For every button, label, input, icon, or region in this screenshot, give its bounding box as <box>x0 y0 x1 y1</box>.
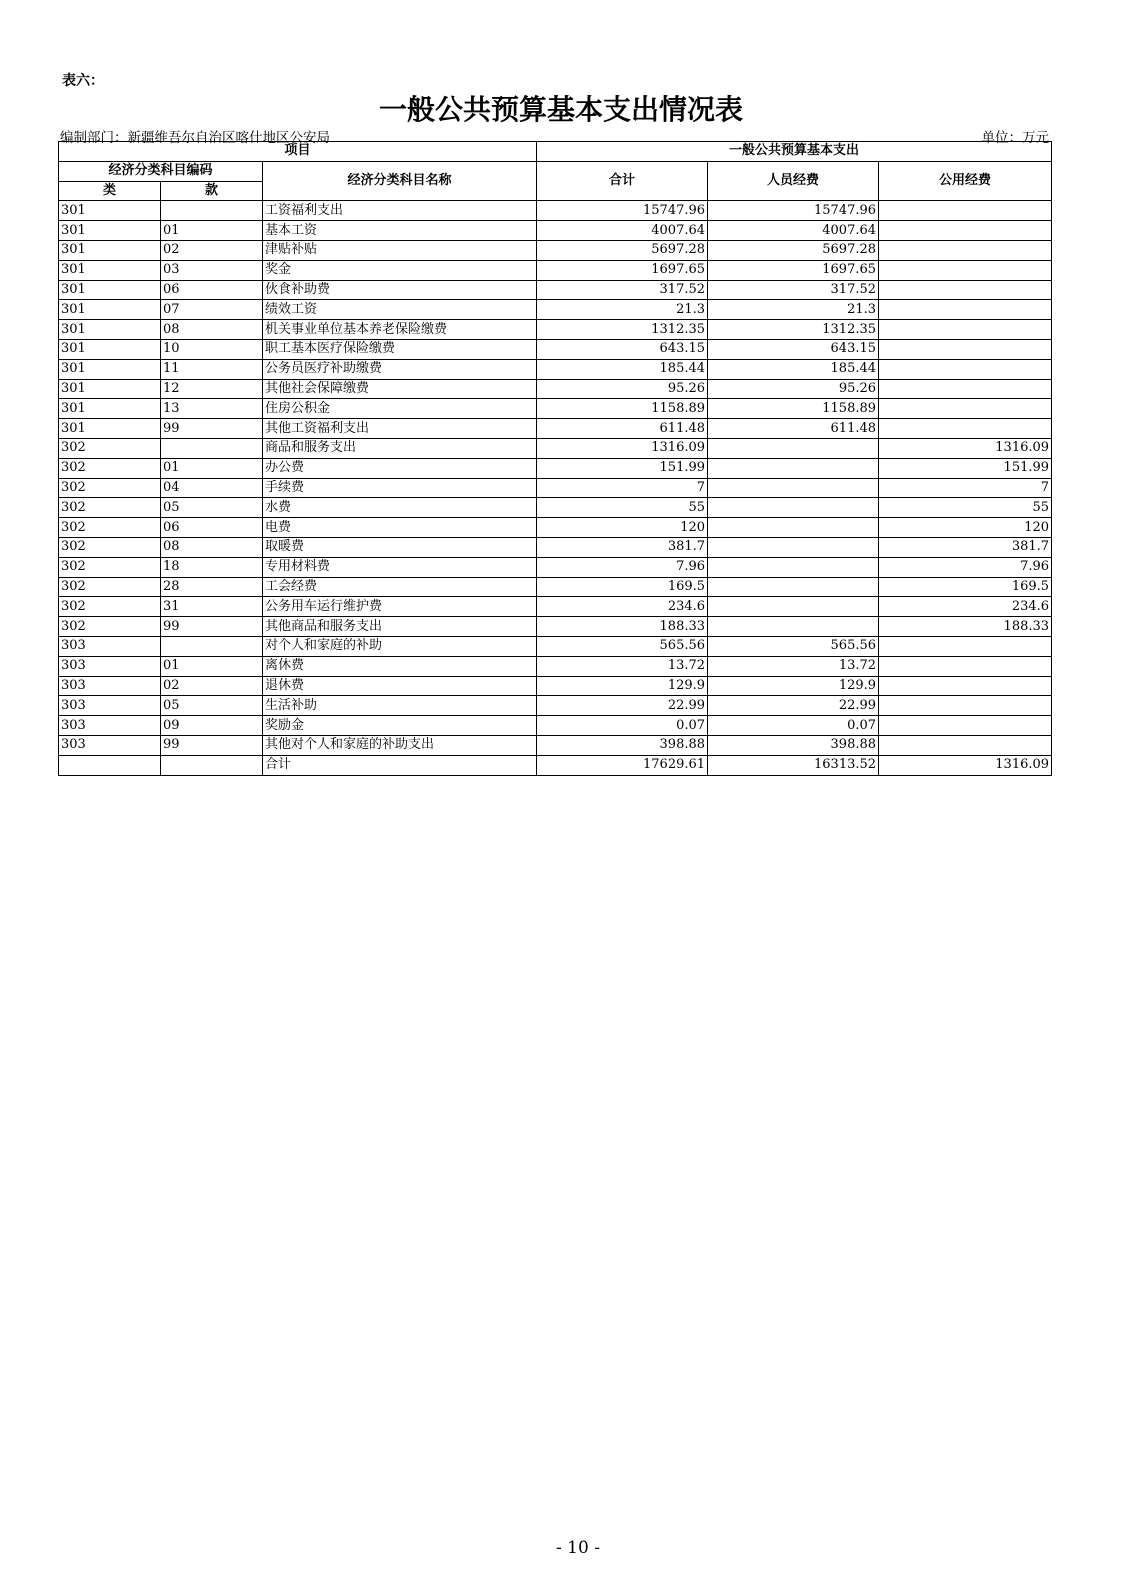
cell-personnel: 95.26 <box>708 379 879 399</box>
table-row <box>59 280 1052 300</box>
table-row <box>59 339 1052 359</box>
cell-public <box>879 240 1052 260</box>
cell-personnel: 611.48 <box>708 419 879 439</box>
cell-total: 22.99 <box>537 696 708 716</box>
cell-name: 工资福利支出 <box>263 201 537 221</box>
cell-total: 151.99 <box>537 458 708 478</box>
cell-class: 302 <box>59 438 161 458</box>
table-row <box>59 419 1052 439</box>
cell-class: 302 <box>59 617 161 637</box>
code-header: 经济分类科目编码 <box>59 161 263 181</box>
cell-class: 302 <box>59 557 161 577</box>
cell-personnel: 398.88 <box>708 735 879 755</box>
cell-class: 302 <box>59 597 161 617</box>
cell-personnel: 0.07 <box>708 716 879 736</box>
table-row <box>59 557 1052 577</box>
cell-public: 7.96 <box>879 557 1052 577</box>
cell-item: 05 <box>161 498 263 518</box>
cell-total: 643.15 <box>537 339 708 359</box>
table-row <box>59 716 1052 736</box>
cell-class: 303 <box>59 636 161 656</box>
table-body <box>59 201 1052 755</box>
cell-class: 301 <box>59 379 161 399</box>
cell-item: 18 <box>161 557 263 577</box>
cell-total: 1316.09 <box>537 438 708 458</box>
cell-personnel <box>708 577 879 597</box>
table-row <box>59 577 1052 597</box>
cell-class: 302 <box>59 458 161 478</box>
cell-item: 31 <box>161 597 263 617</box>
cell-item: 01 <box>161 221 263 241</box>
cell-public: 169.5 <box>879 577 1052 597</box>
cell-item: 99 <box>161 617 263 637</box>
cell-personnel <box>708 498 879 518</box>
cell-public <box>879 676 1052 696</box>
cell-name: 公务员医疗补助缴费 <box>263 359 537 379</box>
cell-name: 专用材料费 <box>263 557 537 577</box>
cell-total: 565.56 <box>537 636 708 656</box>
cell-total: 7.96 <box>537 557 708 577</box>
cell-item: 04 <box>161 478 263 498</box>
cell-item: 02 <box>161 676 263 696</box>
cell-personnel <box>708 597 879 617</box>
cell-item <box>161 201 263 221</box>
budget-table <box>58 141 1052 776</box>
cell-total: 398.88 <box>537 735 708 755</box>
table-row <box>59 320 1052 340</box>
cell-name: 电费 <box>263 518 537 538</box>
cell-total: 13.72 <box>537 656 708 676</box>
cell-public <box>879 339 1052 359</box>
table-row <box>59 518 1052 538</box>
cell-personnel <box>708 617 879 637</box>
table-row <box>59 498 1052 518</box>
table-row <box>59 260 1052 280</box>
cell-public <box>879 656 1052 676</box>
cell-total: 169.5 <box>537 577 708 597</box>
cell-name: 住房公积金 <box>263 399 537 419</box>
table-label: 表六： <box>62 73 104 89</box>
cell-class: 302 <box>59 498 161 518</box>
cell-public <box>879 359 1052 379</box>
cell-name: 职工基本医疗保险缴费 <box>263 339 537 359</box>
table-row <box>59 597 1052 617</box>
table-row <box>59 399 1052 419</box>
cell-personnel: 5697.28 <box>708 240 879 260</box>
cell-personnel: 21.3 <box>708 300 879 320</box>
cell-total: 129.9 <box>537 676 708 696</box>
cell-item: 99 <box>161 735 263 755</box>
cell-personnel <box>708 438 879 458</box>
cell-total: 1697.65 <box>537 260 708 280</box>
cell-class: 303 <box>59 696 161 716</box>
table-row <box>59 379 1052 399</box>
cell-class: 301 <box>59 201 161 221</box>
cell-item: 12 <box>161 379 263 399</box>
cell-personnel: 1312.35 <box>708 320 879 340</box>
cell-class: 303 <box>59 716 161 736</box>
cell-name: 办公费 <box>263 458 537 478</box>
cell-public <box>879 399 1052 419</box>
cell-personnel: 4007.64 <box>708 221 879 241</box>
total-kuan <box>161 755 263 775</box>
name-header: 经济分类科目名称 <box>263 161 537 201</box>
cell-personnel <box>708 458 879 478</box>
cell-public <box>879 300 1052 320</box>
cell-class: 301 <box>59 260 161 280</box>
cell-name: 公务用车运行维护费 <box>263 597 537 617</box>
cell-total: 317.52 <box>537 280 708 300</box>
cell-name: 退休费 <box>263 676 537 696</box>
cell-total: 15747.96 <box>537 201 708 221</box>
cell-class: 301 <box>59 300 161 320</box>
cell-personnel: 15747.96 <box>708 201 879 221</box>
cell-total: 381.7 <box>537 537 708 557</box>
cell-total: 185.44 <box>537 359 708 379</box>
cell-personnel <box>708 478 879 498</box>
cell-name: 其他对个人和家庭的补助支出 <box>263 735 537 755</box>
table-row <box>59 478 1052 498</box>
cell-item: 06 <box>161 518 263 538</box>
cell-public: 7 <box>879 478 1052 498</box>
cell-public: 381.7 <box>879 537 1052 557</box>
cell-item: 01 <box>161 656 263 676</box>
table-row <box>59 201 1052 221</box>
cell-name: 水费 <box>263 498 537 518</box>
budget-header: 一般公共预算基本支出 <box>537 142 1052 162</box>
grand-personnel: 16313.52 <box>708 755 879 775</box>
cell-public: 55 <box>879 498 1052 518</box>
cell-public <box>879 636 1052 656</box>
cell-personnel <box>708 557 879 577</box>
cell-total: 611.48 <box>537 419 708 439</box>
table-row <box>59 438 1052 458</box>
cell-class: 301 <box>59 240 161 260</box>
cell-name: 取暖费 <box>263 537 537 557</box>
cell-public: 151.99 <box>879 458 1052 478</box>
cell-personnel <box>708 537 879 557</box>
cell-public <box>879 201 1052 221</box>
cell-public <box>879 221 1052 241</box>
public-header: 公用经费 <box>879 161 1052 201</box>
cell-item: 03 <box>161 260 263 280</box>
cell-public <box>879 320 1052 340</box>
table-row <box>59 240 1052 260</box>
compiling-department: 编制部门：新疆维吾尔自治区喀什地区公安局 <box>60 130 330 146</box>
cell-total: 120 <box>537 518 708 538</box>
total-cls <box>59 755 161 775</box>
cell-class: 303 <box>59 656 161 676</box>
page-number: - 10 - <box>556 1538 600 1558</box>
cell-total: 1312.35 <box>537 320 708 340</box>
cell-total: 7 <box>537 478 708 498</box>
cell-item: 99 <box>161 419 263 439</box>
cell-name: 其他商品和服务支出 <box>263 617 537 637</box>
cell-total: 4007.64 <box>537 221 708 241</box>
cell-name: 生活补助 <box>263 696 537 716</box>
cell-class: 302 <box>59 518 161 538</box>
cell-name: 工会经费 <box>263 577 537 597</box>
cell-item: 28 <box>161 577 263 597</box>
class-header: 类 <box>59 181 161 201</box>
cell-public <box>879 280 1052 300</box>
cell-item: 13 <box>161 399 263 419</box>
cell-name: 奖励金 <box>263 716 537 736</box>
cell-public: 234.6 <box>879 597 1052 617</box>
cell-public <box>879 379 1052 399</box>
cell-item: 08 <box>161 320 263 340</box>
table-row <box>59 735 1052 755</box>
cell-public: 1316.09 <box>879 438 1052 458</box>
personnel-header: 人员经费 <box>708 161 879 201</box>
total-name: 合计 <box>263 755 537 775</box>
cell-item: 05 <box>161 696 263 716</box>
cell-item: 11 <box>161 359 263 379</box>
cell-name: 绩效工资 <box>263 300 537 320</box>
cell-class: 301 <box>59 320 161 340</box>
grand-public: 1316.09 <box>879 755 1052 775</box>
cell-item <box>161 636 263 656</box>
cell-public <box>879 419 1052 439</box>
total-row <box>59 755 1052 775</box>
cell-name: 其他社会保障缴费 <box>263 379 537 399</box>
table-header <box>59 142 1052 201</box>
cell-public <box>879 716 1052 736</box>
cell-class: 303 <box>59 735 161 755</box>
table-row <box>59 458 1052 478</box>
cell-class: 302 <box>59 537 161 557</box>
cell-total: 95.26 <box>537 379 708 399</box>
cell-public: 120 <box>879 518 1052 538</box>
table-row <box>59 636 1052 656</box>
cell-name: 津贴补贴 <box>263 240 537 260</box>
cell-class: 301 <box>59 419 161 439</box>
cell-total: 188.33 <box>537 617 708 637</box>
cell-name: 对个人和家庭的补助 <box>263 636 537 656</box>
cell-personnel: 185.44 <box>708 359 879 379</box>
table-row <box>59 696 1052 716</box>
cell-personnel: 565.56 <box>708 636 879 656</box>
table-row <box>59 537 1052 557</box>
grand-total: 17629.61 <box>537 755 708 775</box>
cell-class: 302 <box>59 577 161 597</box>
cell-personnel <box>708 518 879 538</box>
table-row <box>59 221 1052 241</box>
cell-total: 1158.89 <box>537 399 708 419</box>
total-header: 合计 <box>537 161 708 201</box>
cell-personnel: 643.15 <box>708 339 879 359</box>
cell-name: 其他工资福利支出 <box>263 419 537 439</box>
cell-total: 234.6 <box>537 597 708 617</box>
cell-class: 302 <box>59 478 161 498</box>
cell-public <box>879 696 1052 716</box>
cell-total: 5697.28 <box>537 240 708 260</box>
cell-total: 55 <box>537 498 708 518</box>
unit-label: 单位：万元 <box>981 130 1049 146</box>
table-row <box>59 656 1052 676</box>
cell-personnel: 1697.65 <box>708 260 879 280</box>
cell-item: 02 <box>161 240 263 260</box>
cell-public: 188.33 <box>879 617 1052 637</box>
cell-personnel: 129.9 <box>708 676 879 696</box>
table-row <box>59 676 1052 696</box>
cell-class: 301 <box>59 221 161 241</box>
cell-item: 08 <box>161 537 263 557</box>
cell-name: 手续费 <box>263 478 537 498</box>
cell-name: 商品和服务支出 <box>263 438 537 458</box>
cell-item: 10 <box>161 339 263 359</box>
cell-total: 0.07 <box>537 716 708 736</box>
cell-name: 伙食补助费 <box>263 280 537 300</box>
cell-name: 机关事业单位基本养老保险缴费 <box>263 320 537 340</box>
cell-personnel: 1158.89 <box>708 399 879 419</box>
table-row <box>59 617 1052 637</box>
cell-item: 06 <box>161 280 263 300</box>
cell-class: 301 <box>59 339 161 359</box>
cell-class: 301 <box>59 399 161 419</box>
project-header: 项目 <box>59 142 537 162</box>
cell-public <box>879 735 1052 755</box>
cell-personnel: 13.72 <box>708 656 879 676</box>
cell-item: 01 <box>161 458 263 478</box>
item-header: 款 <box>161 181 263 201</box>
table-row <box>59 359 1052 379</box>
cell-public <box>879 260 1052 280</box>
cell-name: 奖金 <box>263 260 537 280</box>
cell-personnel: 22.99 <box>708 696 879 716</box>
table-row <box>59 300 1052 320</box>
page-title: 一般公共预算基本支出情况表 <box>378 93 743 126</box>
cell-class: 301 <box>59 280 161 300</box>
cell-class: 301 <box>59 359 161 379</box>
cell-item: 09 <box>161 716 263 736</box>
cell-class: 303 <box>59 676 161 696</box>
cell-personnel: 317.52 <box>708 280 879 300</box>
cell-name: 基本工资 <box>263 221 537 241</box>
cell-name: 离休费 <box>263 656 537 676</box>
cell-total: 21.3 <box>537 300 708 320</box>
cell-item <box>161 438 263 458</box>
cell-item: 07 <box>161 300 263 320</box>
